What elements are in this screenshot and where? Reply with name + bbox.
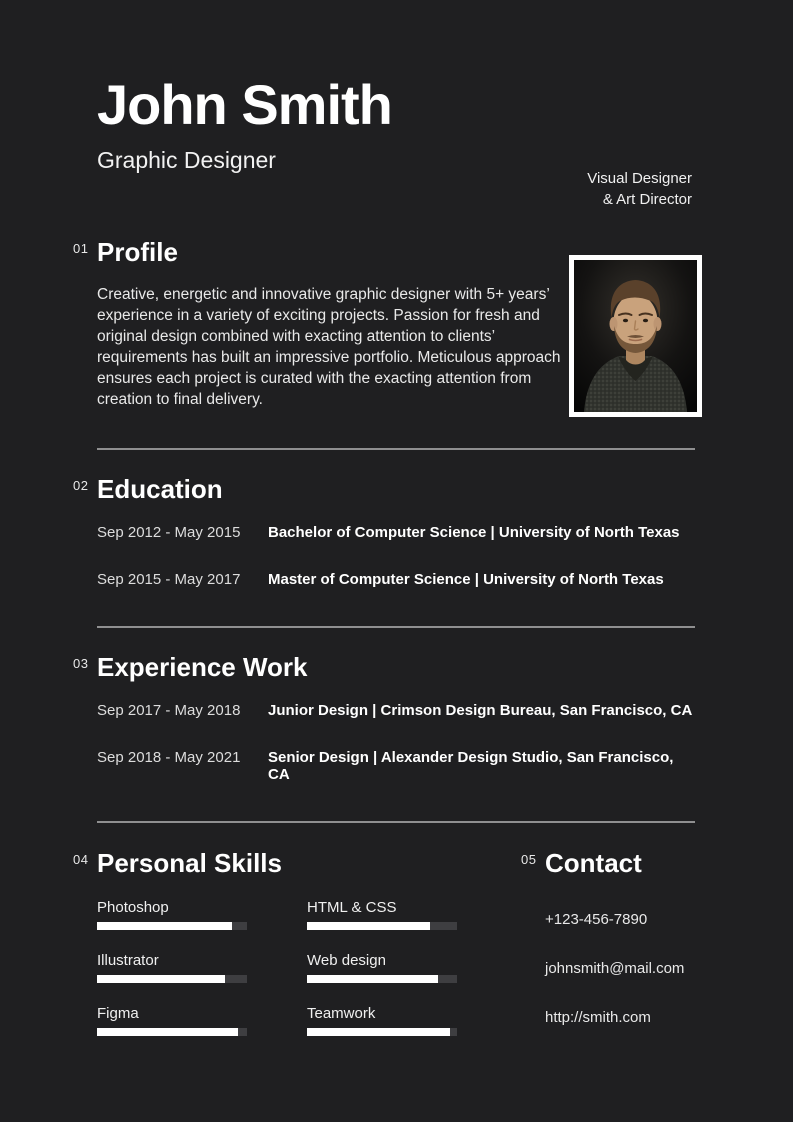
skill-bar-fill bbox=[307, 975, 438, 983]
tagline bbox=[587, 168, 692, 210]
entry-description: Bachelor of Computer Science | University of North Texas bbox=[268, 523, 680, 541]
contact-email: johnsmith@mail.com bbox=[545, 959, 685, 977]
entry-dates: Sep 2015 - May 2017 bbox=[97, 570, 241, 588]
entry-dates: Sep 2012 - May 2015 bbox=[97, 523, 241, 541]
skill-bar-track bbox=[97, 922, 247, 930]
skill-bar-track bbox=[97, 1028, 247, 1036]
skill-item bbox=[97, 952, 247, 983]
education-entry bbox=[97, 524, 695, 541]
experience-entries bbox=[97, 702, 695, 783]
experience-heading bbox=[73, 651, 308, 682]
skill-label: HTML & CSS bbox=[307, 898, 397, 916]
section-contact bbox=[521, 847, 685, 1058]
experience-entry bbox=[97, 749, 695, 783]
education-entries bbox=[97, 524, 695, 588]
skill-label: Illustrator bbox=[97, 951, 159, 969]
entry-description: Master of Computer Science | University of North Texas bbox=[268, 570, 664, 588]
skill-bar-fill bbox=[97, 922, 232, 930]
section-number: 03 bbox=[73, 655, 89, 671]
skill-bar-fill bbox=[97, 975, 225, 983]
skill-bar-track bbox=[307, 1028, 457, 1036]
profile-photo bbox=[569, 255, 702, 417]
skill-bar-track bbox=[97, 975, 247, 983]
job-title: Graphic Designer bbox=[97, 146, 276, 173]
skill-label: Photoshop bbox=[97, 898, 169, 916]
entry-description: Senior Design | Alexander Design Studio, San Francisco, CA bbox=[268, 748, 674, 783]
skill-item bbox=[307, 952, 457, 983]
section-education bbox=[73, 473, 695, 588]
divider-3 bbox=[97, 821, 695, 823]
section-number: 01 bbox=[73, 240, 89, 256]
skill-item bbox=[307, 1005, 457, 1036]
education-heading-label: Education bbox=[97, 473, 223, 504]
divider-2 bbox=[97, 626, 695, 628]
contact-heading-label: Contact bbox=[545, 847, 642, 878]
contact-website: http://smith.com bbox=[545, 1008, 651, 1026]
education-entry bbox=[97, 571, 695, 588]
skill-item bbox=[307, 899, 457, 930]
education-heading bbox=[73, 473, 223, 504]
skills-heading bbox=[73, 847, 282, 878]
contact-items bbox=[545, 911, 684, 1026]
profile-text: Creative, energetic and innovative graphic designer with 5+ years’ experience in a variety of exciting projects. Passion for fresh and original design combined with exacting attention to clients’ requirements has built an impressive portfolio. Meticulous approach ensures each project is curated with the exacting attention from creation to final delivery. bbox=[97, 285, 561, 408]
experience-heading-label: Experience Work bbox=[97, 651, 308, 682]
skills-grid bbox=[97, 899, 457, 1036]
skill-label: Teamwork bbox=[307, 1004, 376, 1022]
entry-dates: Sep 2017 - May 2018 bbox=[97, 701, 241, 719]
section-experience bbox=[73, 651, 695, 783]
skill-bar-fill bbox=[97, 1028, 238, 1036]
skill-bar-fill bbox=[307, 922, 430, 930]
tagline-line-2: & Art Director bbox=[602, 191, 692, 208]
entry-dates: Sep 2018 - May 2021 bbox=[97, 748, 241, 766]
divider-1 bbox=[97, 448, 695, 450]
skills-heading-label: Personal Skills bbox=[97, 847, 282, 878]
skill-bar-fill bbox=[307, 1028, 450, 1036]
contact-phone: +123-456-7890 bbox=[545, 910, 648, 928]
skill-item bbox=[97, 1005, 247, 1036]
contact-heading bbox=[521, 847, 642, 878]
section-number: 04 bbox=[73, 851, 89, 867]
profile-heading-label: Profile bbox=[97, 236, 178, 267]
bottom-row bbox=[73, 847, 695, 1058]
section-skills bbox=[73, 847, 457, 1058]
skill-item bbox=[97, 899, 247, 930]
skill-bar-track bbox=[307, 975, 457, 983]
portrait-illustration bbox=[574, 260, 697, 412]
experience-entry bbox=[97, 702, 695, 719]
person-name: John Smith bbox=[97, 73, 392, 136]
section-number: 02 bbox=[73, 477, 89, 493]
entry-description: Junior Design | Crimson Design Bureau, San Francisco, CA bbox=[268, 701, 693, 719]
skill-bar-track bbox=[307, 922, 457, 930]
tagline-line-1: Visual Designer bbox=[587, 170, 692, 187]
skill-label: Figma bbox=[97, 1004, 139, 1022]
section-number: 05 bbox=[521, 851, 537, 867]
profile-heading bbox=[73, 236, 178, 267]
skill-label: Web design bbox=[307, 951, 386, 969]
